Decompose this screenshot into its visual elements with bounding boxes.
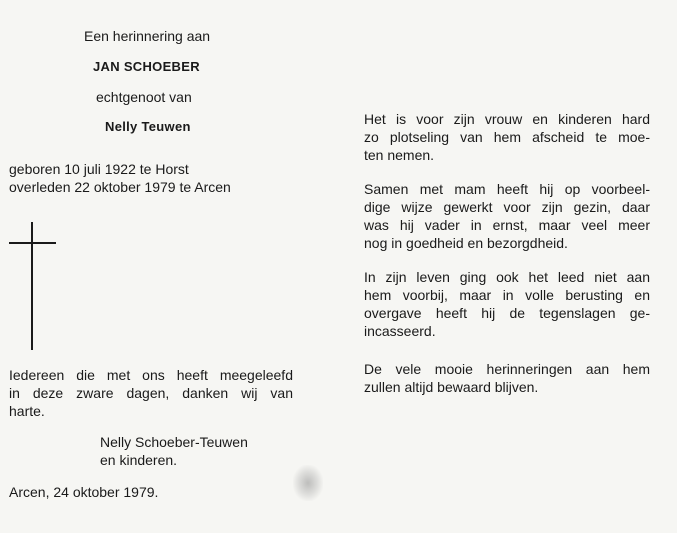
para4-line-2: zullen altijd bewaard blijven. xyxy=(364,379,539,395)
para2-line-4: nog in goedheid en bezorgdheid. xyxy=(364,235,568,251)
birth-line: geboren 10 juli 1922 te Horst xyxy=(9,161,189,177)
death-line: overleden 22 oktober 1979 te Arcen xyxy=(9,179,231,195)
para3-line-2: hem voorbij, maar in volle berusting en xyxy=(364,287,650,303)
thanks-line-1: Iedereen die met ons heeft meegeleefd xyxy=(9,367,293,383)
deceased-name: JAN SCHOEBER xyxy=(93,59,200,74)
thanks-line-2: in deze zware dagen, danken wij van xyxy=(9,385,293,401)
signature-family: en kinderen. xyxy=(100,452,178,468)
thanks-line-3: harte. xyxy=(9,403,45,419)
para3-line-4: incasseerd. xyxy=(364,323,436,339)
para4-line-1: De vele mooie herinneringen aan hem xyxy=(364,361,650,377)
para1-line-1: Het is voor zijn vrouw en kinderen hard xyxy=(364,111,650,127)
para1-line-2: zo plotseling van hem afscheid te moe- xyxy=(364,129,650,145)
in-memory-heading: Een herinnering aan xyxy=(84,28,211,44)
para2-line-1: Samen met mam heeft hij op voorbeel- xyxy=(364,181,650,197)
signature-name: Nelly Schoeber-Teuwen xyxy=(100,434,248,450)
para3-line-3: overgave heeft hij de tegenslagen ge- xyxy=(364,305,650,321)
para3-line-1: In zijn leven ging ook het leed niet aan xyxy=(364,269,650,285)
para2-line-3: was hij vader in ernst, maar veel meer xyxy=(364,217,650,233)
para1-line-3: ten nemen. xyxy=(364,147,435,163)
spouse-label: echtgenoot van xyxy=(96,89,192,105)
place-date: Arcen, 24 oktober 1979. xyxy=(9,484,159,500)
para2-line-2: dige wijze gewerkt voor zijn gezin, daar xyxy=(364,199,650,215)
spouse-name: Nelly Teuwen xyxy=(105,119,191,134)
cross-icon-bar xyxy=(9,242,56,244)
print-smudge xyxy=(293,465,323,501)
